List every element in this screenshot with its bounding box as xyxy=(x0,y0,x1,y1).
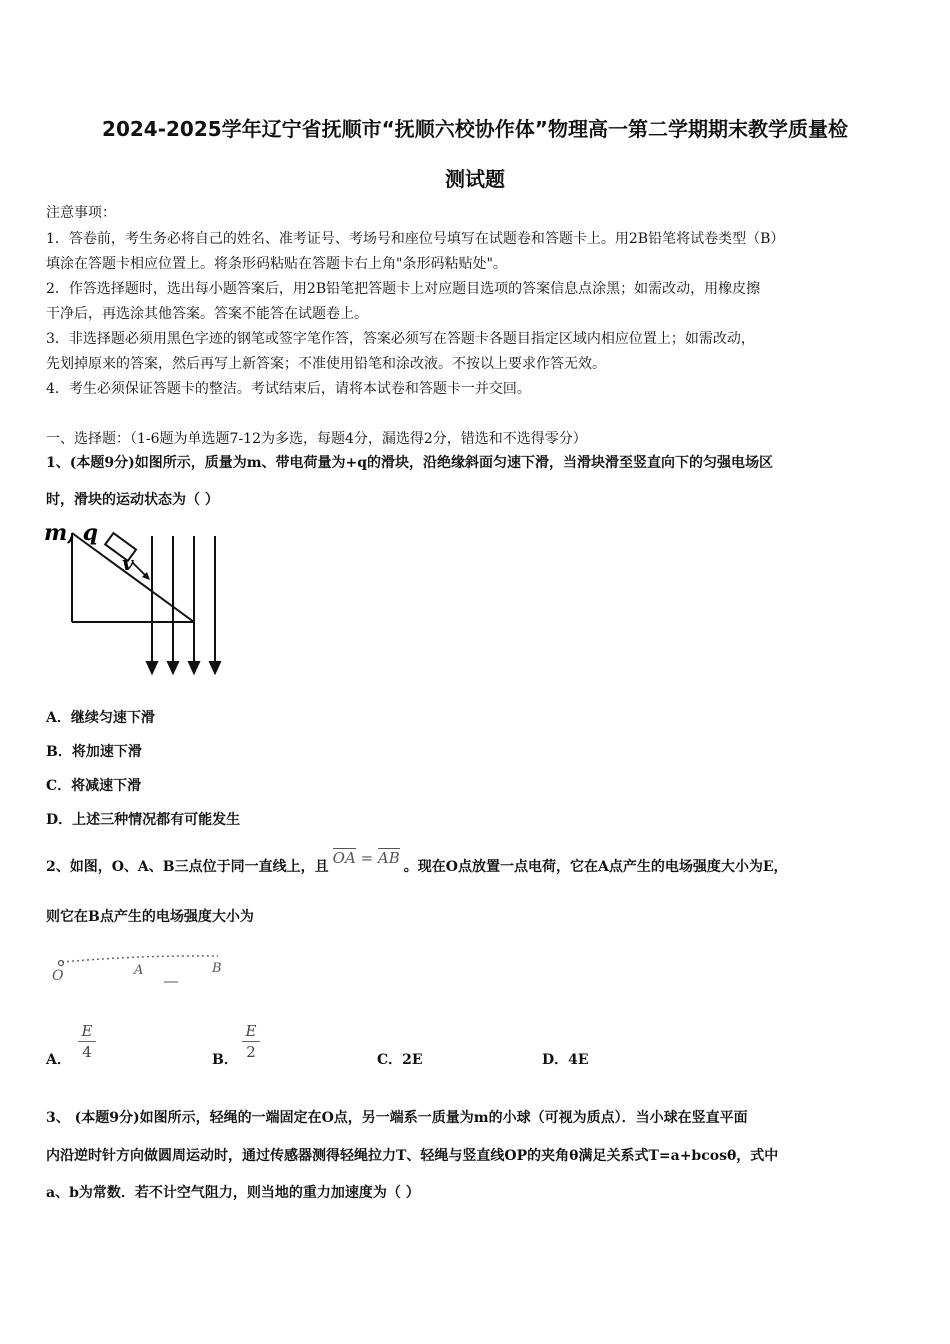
label-o: O xyxy=(52,968,64,984)
section-heading: 一、选择题：（1-6题为单选题7-12为多选，每题4分，漏选得2分，错选和不选得零分） xyxy=(46,431,587,447)
notice-line: 先划掉原来的答案，然后再写上新答案；不准使用铅笔和涂改液。不按以上要求作答无效。 xyxy=(46,356,606,372)
q1-stem-line1: 1、(本题9分)如图所示，质量为m、带电荷量为+q的滑块，沿绝缘斜面匀速下滑，当滑块滑至竖直向下的匀强电场区 xyxy=(46,455,774,471)
label-mq: m, q xyxy=(44,520,98,546)
label-b: B xyxy=(212,961,222,976)
formula-ab: AB xyxy=(377,849,400,867)
q1-incline-figure xyxy=(44,518,234,678)
q2-stem-line1 xyxy=(46,849,788,876)
formula-equals: = xyxy=(360,849,374,867)
velocity-arrow xyxy=(132,562,150,580)
q2-option-c: C．2E xyxy=(377,1052,423,1068)
fraction-denominator: 2 xyxy=(246,1043,256,1061)
notice-line: 4．考生必须保证答题卡的整洁。考试结束后，请将本试卷和答题卡一并交回。 xyxy=(46,381,531,397)
notice-line: 1．答卷前，考生务必将自己的姓名、准考证号、考场号和座位号填写在试题卷和答题卡上。用2B铅笔将试卷类型（B） xyxy=(46,231,785,247)
q2-points-figure xyxy=(48,952,238,992)
q2-option-b-fraction xyxy=(242,1021,260,1062)
electric-field-lines xyxy=(147,536,220,673)
formula-oa: OA xyxy=(332,849,356,867)
q1-stem-line2: 时，滑块的运动状态为（ ） xyxy=(46,492,219,508)
q3-stem-line1: 3、 (本题9分)如图所示，轻绳的一端固定在O点，另一端系一质量为m的小球（可视为质点）．当小球在竖直平面 xyxy=(46,1110,748,1126)
q2-stem-suffix: 。现在O点放置一点电荷，它在A点产生的电场强度大小为E， xyxy=(403,859,788,875)
label-v: v xyxy=(122,551,134,575)
notice-line: 干净后，再选涂其他答案。答案不能答在试题卷上。 xyxy=(46,306,368,322)
notice-line: 2．作答选择题时，选出每小题答案后，用2B铅笔把答题卡上对应题目选项的答案信息点涂黑；如需改动，用橡皮擦 xyxy=(46,281,761,297)
q1-option-c: C．将减速下滑 xyxy=(46,778,142,794)
fraction-numerator: E xyxy=(242,1021,260,1042)
q2-option-a-label: A． xyxy=(46,1052,71,1068)
fraction-denominator: 4 xyxy=(82,1043,92,1061)
label-a: A xyxy=(134,963,144,978)
notice-line: 填涂在答题卡相应位置上。将条形码粘贴在答题卡右上角"条形码粘贴处"。 xyxy=(46,256,507,272)
q1-option-a: A．继续匀速下滑 xyxy=(46,710,155,726)
q2-option-a-fraction xyxy=(78,1021,96,1062)
q3-stem-line3: a、b为常数．若不计空气阻力，则当地的重力加速度为（ ） xyxy=(46,1185,420,1201)
q3-stem-line2: 内沿逆时针方向做圆周运动时，通过传感器测得轻绳拉力T、轻绳与竖直线OP的夹角θ满足关系式T=a+bcosθ，式中 xyxy=(46,1148,779,1164)
q1-option-b: B．将加速下滑 xyxy=(46,744,142,760)
notice-line: 3．非选择题必须用黑色字迹的钢笔或签字笔作答，答案必须写在答题卡各题目指定区域内相应位置上；如需改动， xyxy=(46,331,755,347)
fraction-numerator: E xyxy=(78,1021,96,1042)
notice-heading: 注意事项： xyxy=(46,205,116,221)
q2-option-b-label: B． xyxy=(212,1052,238,1068)
q2-option-d: D．4E xyxy=(542,1052,589,1068)
q2-stem-prefix: 2、如图，O、A、B三点位于同一直线上，且 xyxy=(46,859,329,875)
q2-stem-line2: 则它在B点产生的电场强度大小为 xyxy=(46,909,254,925)
exam-title-line1: 2024-2025学年辽宁省抚顺市“抚顺六校协作体”物理高一第二学期期末教学质量检 xyxy=(102,117,848,141)
q2-formula xyxy=(333,849,400,867)
q1-option-d: D．上述三种情况都有可能发生 xyxy=(46,812,241,828)
point-o xyxy=(59,961,64,966)
exam-title-line2: 测试题 xyxy=(445,167,505,191)
dotted-line xyxy=(62,956,218,962)
